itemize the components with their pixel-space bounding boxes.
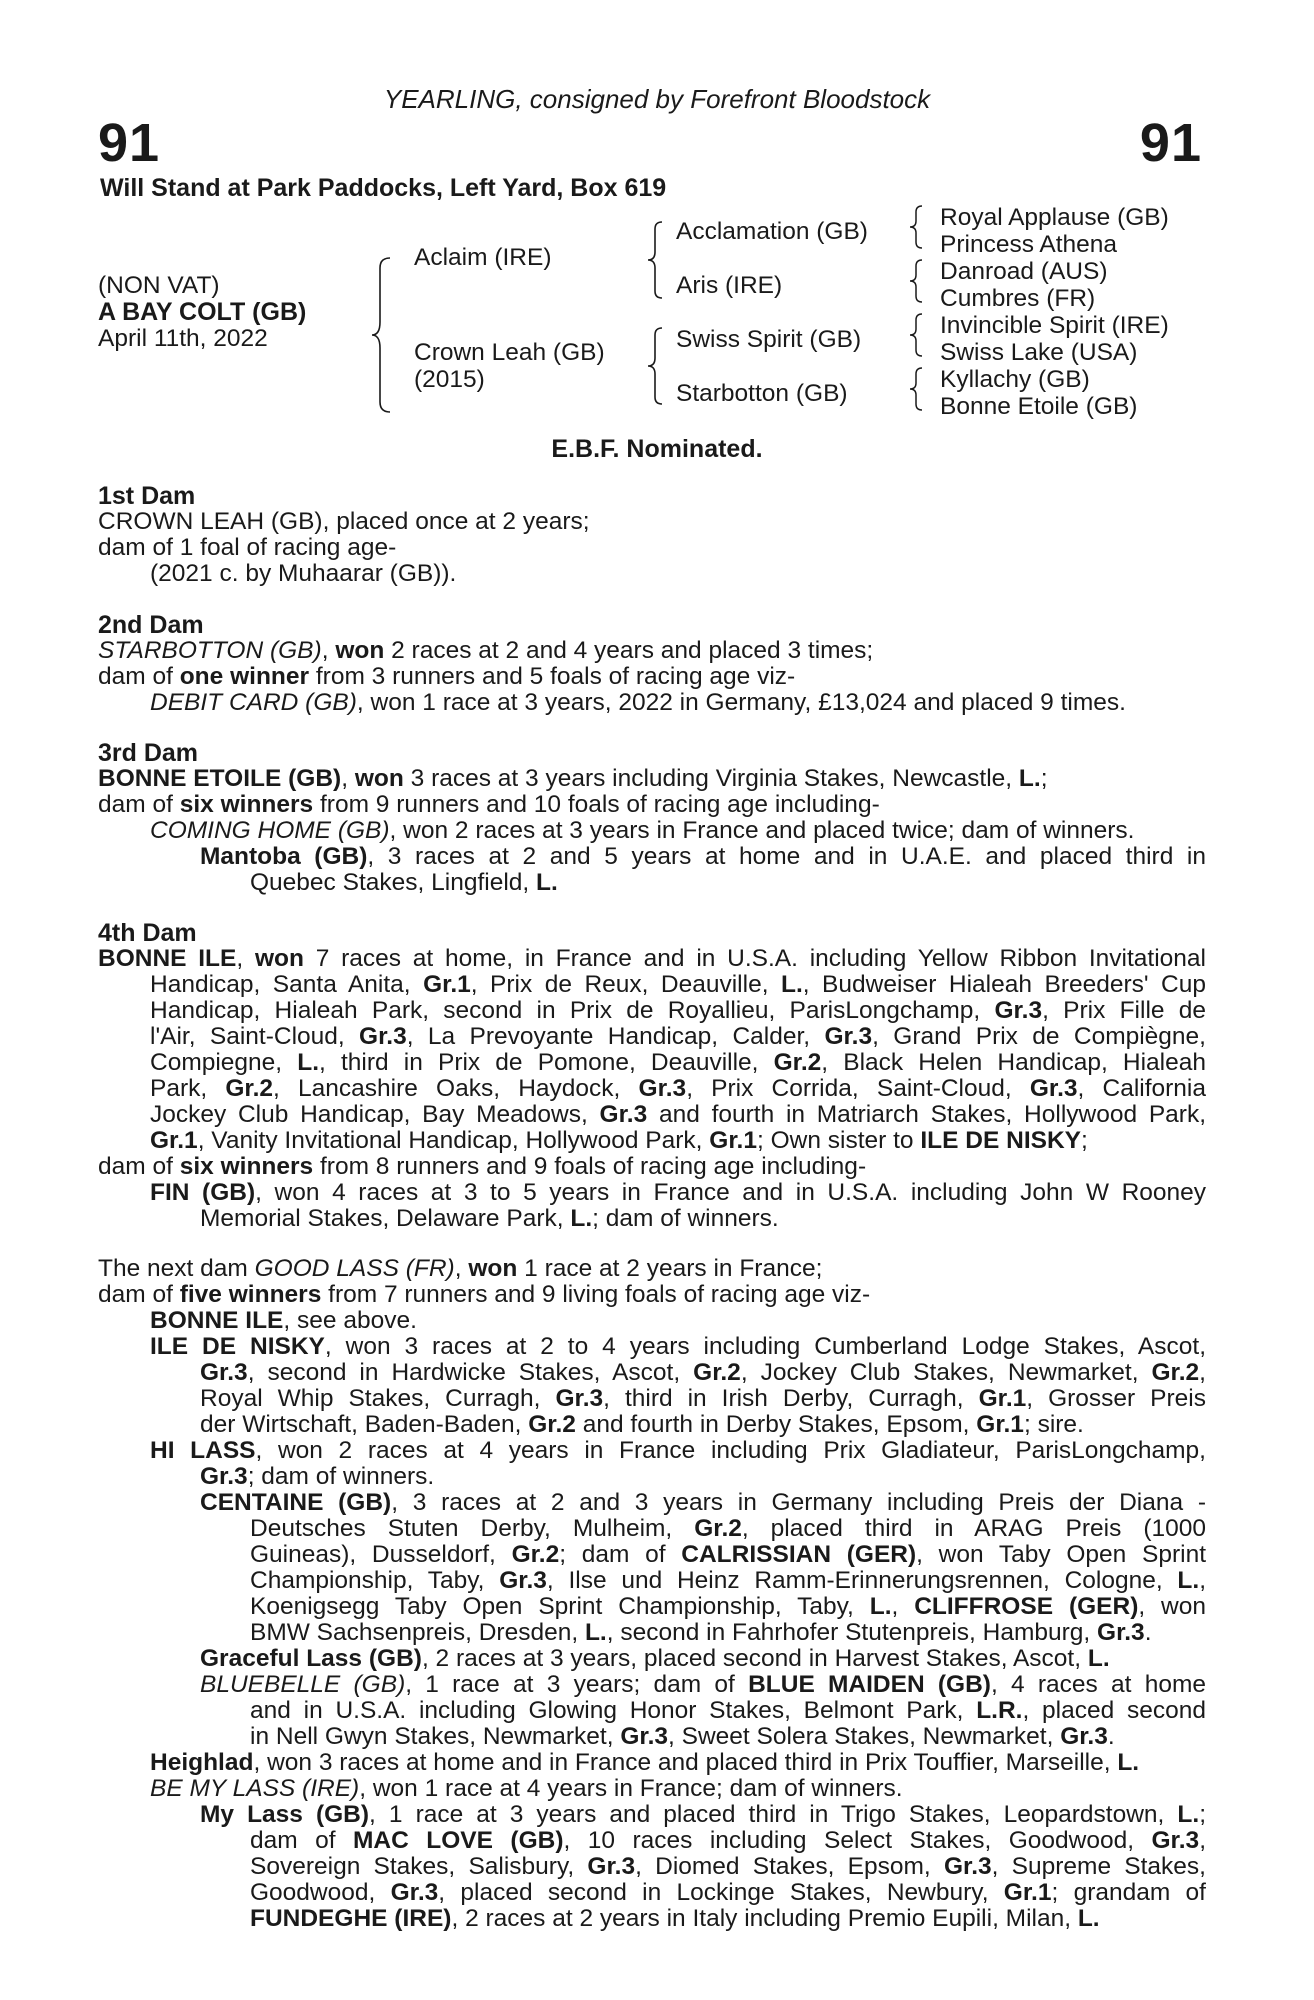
text-line: Handicap, Hialeah Park, second in Prix de Royallieu, ParisLongchamp, Gr.3, Prix Fille de: [150, 997, 1206, 1024]
text-line: BONNE ILE, see above.: [150, 1307, 417, 1334]
text-line: BLUEBELLE (GB), 1 race at 3 years; dam of BLUE MAIDEN (GB), 4 races at home: [200, 1671, 1206, 1698]
text-line: Koenigsegg Taby Open Sprint Championship, Taby, L., CLIFFROSE (GER), won: [250, 1593, 1207, 1620]
text-line: The next dam GOOD LASS (FR), won 1 race at 2 years in France;: [98, 1255, 823, 1282]
ancestor-8: Bonne Etoile (GB): [940, 393, 1138, 420]
text-line: Goodwood, Gr.3, placed second in Lockinge Stakes, Newbury, Gr.1; grandam of: [250, 1879, 1206, 1906]
ancestor-2: Princess Athena: [940, 231, 1118, 258]
subject-name: A BAY COLT (GB): [98, 298, 307, 326]
pedigree-brace-3c: [908, 312, 926, 358]
ebf-nomination: E.B.F. Nominated.: [551, 435, 763, 463]
dam: Crown Leah (GB): [414, 339, 605, 366]
ancestor-3: Danroad (AUS): [940, 258, 1108, 285]
subject-dob: April 11th, 2022: [98, 325, 268, 352]
text-line: STARBOTTON (GB), won 2 races at 2 and 4 years and placed 3 times;: [98, 637, 874, 664]
text-line: Gr.3; dam of winners.: [200, 1463, 435, 1490]
dam-year: (2015): [414, 366, 485, 393]
text-line: Heighlad, won 3 races at home and in France and placed third in Prix Touffier, Marseille, L.: [150, 1749, 1140, 1776]
section-title-4th-dam: 4th Dam: [98, 919, 197, 947]
text-line: Sovereign Stakes, Salisbury, Gr.3, Diomed Stakes, Epsom, Gr.3, Supreme Stakes,: [250, 1853, 1206, 1880]
text-line: Gr.1, Vanity Invitational Handicap, Hollywood Park, Gr.1; Own sister to ILE DE NISKY;: [150, 1127, 1088, 1154]
text-line: Handicap, Santa Anita, Gr.1, Prix de Reux, Deauville, L., Budweiser Hialeah Breeders' Cup: [150, 971, 1206, 998]
section-title-1st-dam: 1st Dam: [98, 482, 196, 510]
text-line: Gr.3, second in Hardwicke Stakes, Ascot, Gr.2, Jockey Club Stakes, Newmarket, Gr.2,: [200, 1359, 1206, 1386]
text-line: dam of one winner from 3 runners and 5 foals of racing age viz-: [98, 663, 796, 690]
text-line: Championship, Taby, Gr.3, Ilse und Heinz Ramm-Erinnerungsrennen, Cologne, L.,: [250, 1567, 1206, 1594]
text-line: dam of 1 foal of racing age-: [98, 534, 397, 561]
text-line: BE MY LASS (IRE), won 1 race at 4 years in France; dam of winners.: [150, 1775, 903, 1802]
text-line: Mantoba (GB), 3 races at 2 and 5 years at home and in U.A.E. and placed third in: [200, 843, 1206, 870]
dam-dam: Starbotton (GB): [676, 380, 848, 407]
text-line: Deutsches Stuten Derby, Mulheim, Gr.2, placed third in ARAG Preis (1000: [250, 1515, 1207, 1542]
pedigree-brace-1: [370, 256, 394, 414]
text-line: dam of MAC LOVE (GB), 10 races including Select Stakes, Goodwood, Gr.3,: [250, 1827, 1206, 1854]
text-line: CROWN LEAH (GB), placed once at 2 years;: [98, 508, 590, 535]
consignor-line: YEARLING, consigned by Forefront Bloodstock: [383, 84, 931, 114]
pedigree-brace-3a: [908, 204, 926, 250]
ancestor-5: Invincible Spirit (IRE): [940, 312, 1169, 339]
dam-sire: Swiss Spirit (GB): [676, 326, 862, 353]
text-line: Guineas), Dusseldorf, Gr.2; dam of CALRISSIAN (GER), won Taby Open Sprint: [250, 1541, 1206, 1568]
text-line: BMW Sachsenpreis, Dresden, L., second in Fahrhofer Stutenpreis, Hamburg, Gr.3.: [250, 1619, 1152, 1646]
text-line: BONNE ILE, won 7 races at home, in France and in U.S.A. including Yellow Ribbon Invitational: [98, 945, 1206, 972]
text-line: dam of six winners from 8 runners and 9 foals of racing age including-: [98, 1153, 867, 1180]
text-line: Graceful Lass (GB), 2 races at 3 years, placed second in Harvest Stakes, Ascot, L.: [200, 1645, 1110, 1672]
stand-location: Will Stand at Park Paddocks, Left Yard, Box 619: [100, 174, 667, 202]
text-line: FUNDEGHE (IRE), 2 races at 2 years in Italy including Premio Eupili, Milan, L.: [250, 1905, 1100, 1932]
pedigree-brace-2a: [646, 220, 666, 300]
text-line: Memorial Stakes, Delaware Park, L.; dam of winners.: [200, 1205, 779, 1232]
sire-sire: Acclamation (GB): [676, 218, 868, 245]
text-line: Park, Gr.2, Lancashire Oaks, Haydock, Gr.3, Prix Corrida, Saint-Cloud, Gr.3, California: [150, 1075, 1206, 1102]
text-line: HI LASS, won 2 races at 4 years in France including Prix Gladiateur, ParisLongchamp,: [150, 1437, 1206, 1464]
sire-dam: Aris (IRE): [676, 272, 783, 299]
ancestor-7: Kyllachy (GB): [940, 366, 1090, 393]
ancestor-1: Royal Applause (GB): [940, 204, 1169, 231]
text-line: dam of five winners from 7 runners and 9 living foals of racing age viz-: [98, 1281, 871, 1308]
section-title-2nd-dam: 2nd Dam: [98, 611, 204, 639]
text-line: BONNE ETOILE (GB), won 3 races at 3 years including Virginia Stakes, Newcastle, L.;: [98, 765, 1048, 792]
sire: Aclaim (IRE): [414, 244, 552, 271]
text-line: CENTAINE (GB), 3 races at 2 and 3 years in Germany including Preis der Diana -: [200, 1489, 1206, 1516]
text-line: l'Air, Saint-Cloud, Gr.3, La Prevoyante Handicap, Calder, Gr.3, Grand Prix de Compiègne,: [150, 1023, 1206, 1050]
text-line: der Wirtschaft, Baden-Baden, Gr.2 and fourth in Derby Stakes, Epsom, Gr.1; sire.: [200, 1411, 1084, 1438]
ancestor-6: Swiss Lake (USA): [940, 339, 1138, 366]
pedigree-brace-3b: [908, 258, 926, 304]
text-line: DEBIT CARD (GB), won 1 race at 3 years, 2022 in Germany, £13,024 and placed 9 times.: [150, 689, 1126, 716]
text-line: FIN (GB), won 4 races at 3 to 5 years in France and in U.S.A. including John W Rooney: [150, 1179, 1207, 1206]
text-line: dam of six winners from 9 runners and 10 foals of racing age including-: [98, 791, 880, 818]
text-line: (2021 c. by Muhaarar (GB)).: [150, 560, 457, 587]
text-line: Royal Whip Stakes, Curragh, Gr.3, third in Irish Derby, Curragh, Gr.1, Grosser Preis: [200, 1385, 1206, 1412]
pedigree-brace-3d: [908, 366, 926, 412]
vat-status: (NON VAT): [98, 272, 220, 299]
pedigree-brace-2b: [646, 326, 666, 406]
text-line: and in U.S.A. including Glowing Honor Stakes, Belmont Park, L.R., placed second: [250, 1697, 1206, 1724]
ancestor-4: Cumbres (FR): [940, 285, 1096, 312]
lot-number-left: 91: [98, 113, 161, 173]
text-line: in Nell Gwyn Stakes, Newmarket, Gr.3, Sweet Solera Stakes, Newmarket, Gr.3.: [250, 1723, 1115, 1750]
text-line: Quebec Stakes, Lingfield, L.: [250, 869, 558, 896]
text-line: My Lass (GB), 1 race at 3 years and placed third in Trigo Stakes, Leopardstown, L.;: [200, 1801, 1207, 1828]
text-line: COMING HOME (GB), won 2 races at 3 years in France and placed twice; dam of winners.: [150, 817, 1135, 844]
text-line: Jockey Club Handicap, Bay Meadows, Gr.3 and fourth in Matriarch Stakes, Hollywood Park,: [150, 1101, 1206, 1128]
text-line: Compiegne, L., third in Prix de Pomone, Deauville, Gr.2, Black Helen Handicap, Hialeah: [150, 1049, 1206, 1076]
text-line: ILE DE NISKY, won 3 races at 2 to 4 years including Cumberland Lodge Stakes, Ascot,: [150, 1333, 1206, 1360]
lot-number-right: 91: [1139, 113, 1202, 173]
section-title-3rd-dam: 3rd Dam: [98, 739, 199, 767]
